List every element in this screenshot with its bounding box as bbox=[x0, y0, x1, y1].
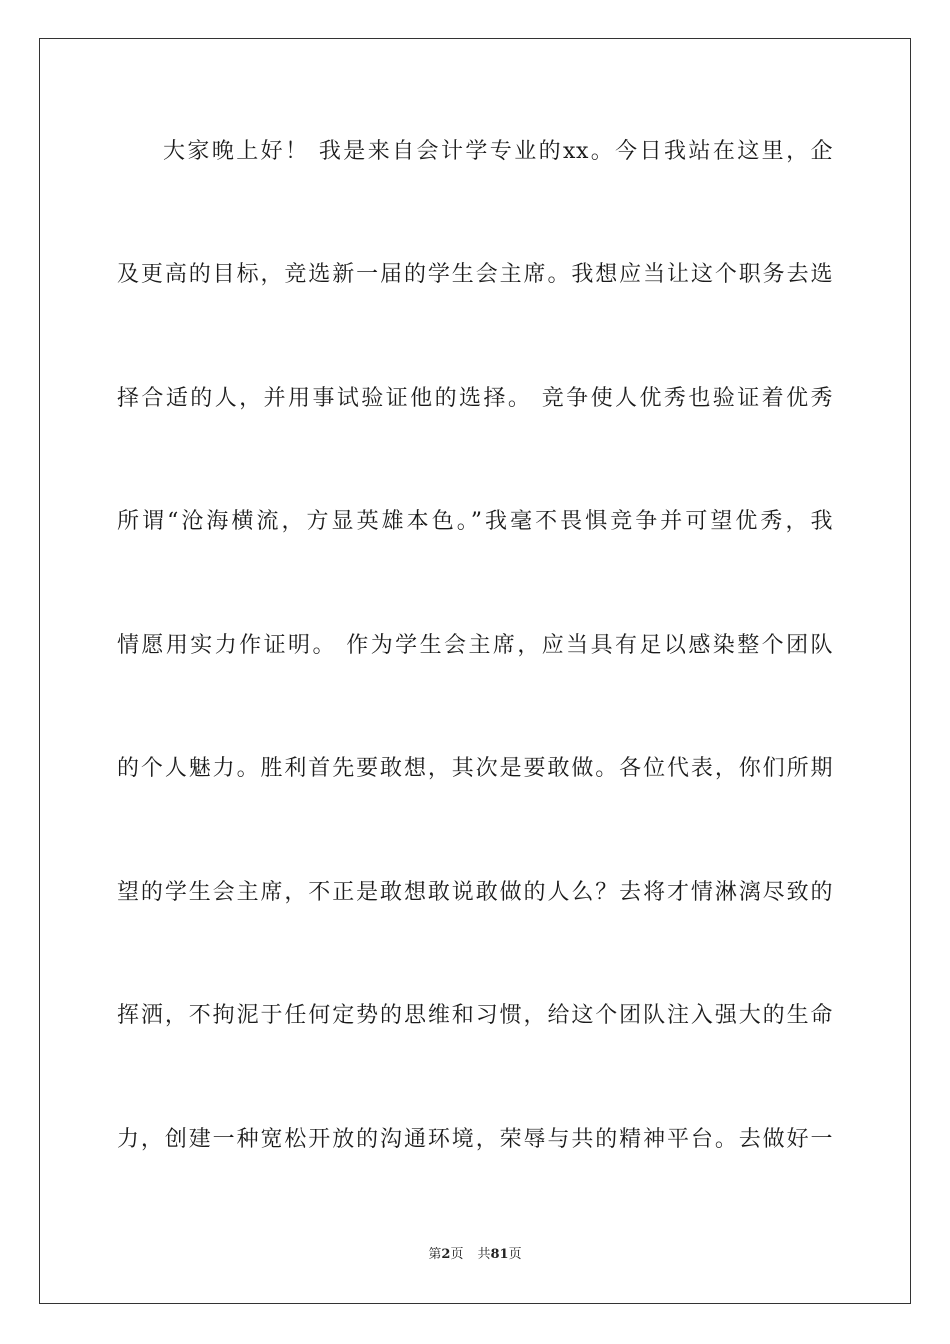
text-line-6: 的个人魅力。胜利首先要敢想，其次是要敢做。各位代表，你们所期 bbox=[117, 756, 833, 781]
text-line-7: 望的学生会主席，不正是敢想敢说敢做的人么？去将才情淋漓尽致的 bbox=[117, 880, 833, 905]
page-number: 2 bbox=[441, 1247, 451, 1262]
total-label-suffix: 页 bbox=[508, 1247, 522, 1262]
text-line-3: 择合适的人，并用事试验证他的选择。 竞争使人优秀也验证着优秀 bbox=[117, 386, 833, 411]
text-line-5: 情愿用实力作证明。 作为学生会主席，应当具有足以感染整个团队 bbox=[117, 633, 833, 658]
page-label-suffix: 页 bbox=[450, 1247, 464, 1262]
text-line-9: 力，创建一种宽松开放的沟通环境，荣辱与共的精神平台。去做好一 bbox=[117, 1127, 833, 1152]
text-line-2: 及更高的目标，竞选新一届的学生会主席。我想应当让这个职务去选 bbox=[117, 262, 833, 287]
page-label-prefix: 第 bbox=[428, 1247, 442, 1262]
total-pages: 81 bbox=[490, 1247, 509, 1262]
page-border bbox=[39, 38, 911, 1304]
text-line-4: 所谓“沧海横流，方显英雄本色。”我毫不畏惧竞争并可望优秀，我 bbox=[117, 509, 833, 534]
total-label-prefix: 共 bbox=[477, 1247, 491, 1262]
text-line-1: 大家晚上好！ 我是来自会计学专业的xx。今日我站在这里，企 bbox=[163, 139, 833, 164]
page-footer bbox=[0, 1246, 950, 1264]
text-line-8: 挥洒，不拘泥于任何定势的思维和习惯，给这个团队注入强大的生命 bbox=[117, 1003, 833, 1028]
